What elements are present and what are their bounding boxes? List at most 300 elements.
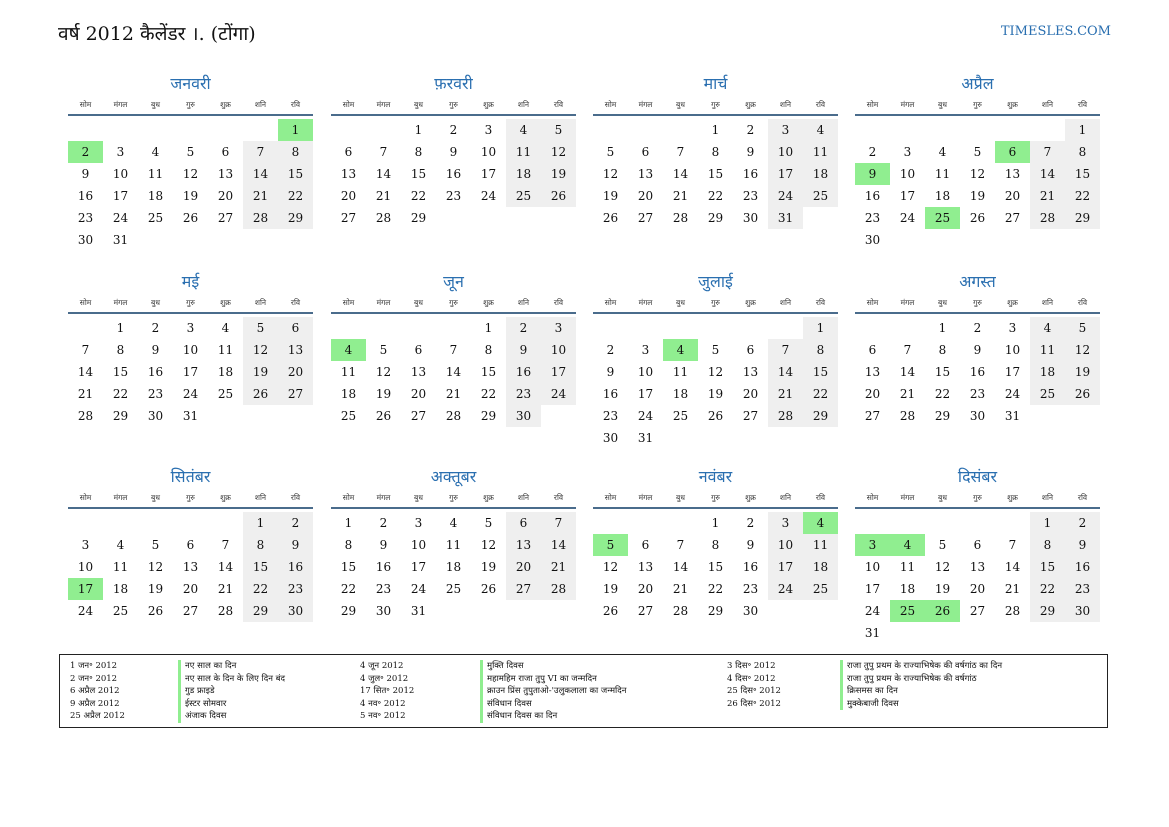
empty-cell [68,119,103,141]
day-cell: 14 [1030,163,1065,185]
day-cell: 7 [379,145,388,159]
day-cell: 22 [1030,578,1065,600]
day-cell: 11 [217,343,234,357]
empty-cell [768,317,803,339]
day-grid [593,512,838,622]
day-cell: 26 [707,409,724,423]
day-cell: 12 [480,538,497,552]
day-cell: 28 [1004,604,1021,618]
day-grid [593,317,838,449]
day-cell: 5 [711,343,720,357]
holiday-name: संविधान दिवस [480,698,626,711]
month-name: जनवरी [170,74,211,93]
weekday-label: शुक्र [745,100,756,109]
day-cell: 22 [1065,185,1100,207]
holiday-date: 25 दिस॰ 2012 [727,686,781,697]
day-cell: 22 [278,185,313,207]
day-cell: 19 [969,189,986,203]
holiday-name: नए साल का दिन [178,660,285,673]
weekday-label: सोम [604,493,617,502]
holiday-date: 3 दिस॰ 2012 [727,661,776,671]
month-block [593,467,838,622]
weekday-label: शनि [1041,298,1054,307]
month-name: फ़रवरी [434,74,473,93]
holiday-date: 17 सित॰ 2012 [360,686,415,697]
day-cell: 3 [903,145,912,159]
month-name: नवंबर [698,467,733,486]
day-cell: 6 [973,538,982,552]
weekday-label: बुध [938,100,947,109]
day-cell: 21 [899,387,916,401]
weekday-label: गुरु [711,100,720,109]
weekday-label: बुध [151,298,160,307]
day-cell: 6 [221,145,230,159]
day-grid [593,119,838,229]
weekday-label: शनि [517,493,530,502]
day-cell: 28 [217,604,234,618]
day-cell: 5 [243,317,278,339]
day-cell: 22 [243,578,278,600]
day-cell: 9 [746,145,755,159]
holiday-day-cell: 4 [890,534,925,556]
holiday-day-cell: 17 [68,578,103,600]
empty-cell [68,512,103,534]
day-cell: 3 [768,512,803,534]
day-cell: 19 [541,163,576,185]
month-name: अप्रैल [961,74,994,93]
weekday-header [331,98,576,116]
empty-cell [628,512,663,534]
holiday-day-cell: 5 [593,534,628,556]
day-grid [331,317,576,427]
day-cell: 2 [868,145,877,159]
day-cell: 31 [864,626,881,640]
empty-cell [173,119,208,141]
day-cell: 13 [340,167,357,181]
weekday-label: शनि [779,298,792,307]
weekday-label: शनि [1041,493,1054,502]
day-cell: 7 [768,339,803,361]
day-cell: 12 [969,167,986,181]
empty-cell [890,317,925,339]
weekday-label: शनि [254,100,267,109]
day-cell: 11 [672,365,689,379]
day-cell: 18 [445,560,462,574]
day-cell: 15 [1065,163,1100,185]
holiday-name-column [480,660,626,723]
day-cell: 18 [1030,361,1065,383]
holiday-day-cell: 6 [995,141,1030,163]
empty-cell [243,119,278,141]
day-cell: 9 [278,534,313,556]
day-cell: 16 [77,189,94,203]
day-cell: 11 [803,141,838,163]
day-cell: 19 [182,189,199,203]
day-cell: 4 [803,119,838,141]
day-cell: 19 [1065,361,1100,383]
weekday-label: रवि [553,298,564,307]
day-cell: 21 [217,582,234,596]
day-cell: 15 [934,365,951,379]
day-cell: 10 [768,141,803,163]
day-cell: 13 [637,560,654,574]
day-cell: 23 [445,189,462,203]
day-cell: 24 [541,383,576,405]
weekday-label: रवि [815,298,826,307]
day-cell: 13 [864,365,881,379]
empty-cell [698,317,733,339]
day-cell: 1 [1065,119,1100,141]
weekday-label: सोम [79,493,92,502]
day-cell: 26 [243,383,278,405]
weekday-label: रवि [815,100,826,109]
holiday-date: 4 जुल॰ 2012 [360,673,409,684]
day-cell: 20 [410,387,427,401]
weekday-label: शनि [779,493,792,502]
day-cell: 15 [480,365,497,379]
day-cell: 4 [938,145,947,159]
day-cell: 29 [707,604,724,618]
day-cell: 1 [803,317,838,339]
empty-cell [663,512,698,534]
day-cell: 18 [899,582,916,596]
day-cell: 27 [410,409,427,423]
day-cell: 5 [379,343,388,357]
day-cell: 17 [1004,365,1021,379]
day-cell: 16 [864,189,881,203]
day-cell: 30 [375,604,392,618]
day-cell: 8 [1030,534,1065,556]
holiday-name-column [178,660,285,723]
day-cell: 6 [506,512,541,534]
day-cell: 22 [340,582,357,596]
day-cell: 19 [243,361,278,383]
empty-cell [855,317,890,339]
day-cell: 28 [77,409,94,423]
day-cell: 13 [278,339,313,361]
month-block [68,74,313,251]
day-cell: 4 [449,516,458,530]
day-cell: 16 [445,167,462,181]
day-cell: 1 [344,516,353,530]
empty-cell [68,317,103,339]
weekday-label: बुध [414,493,423,502]
day-cell: 20 [864,387,881,401]
day-cell: 17 [410,560,427,574]
day-cell: 1 [414,123,423,137]
month-name: अक्तूबर [430,467,477,486]
day-cell: 25 [803,578,838,600]
weekday-label: शनि [517,298,530,307]
empty-cell [1030,119,1065,141]
day-grid [331,512,576,622]
day-cell: 20 [217,189,234,203]
weekday-label: बुध [414,298,423,307]
day-cell: 7 [541,512,576,534]
day-cell: 27 [1004,211,1021,225]
day-cell: 27 [217,211,234,225]
day-grid [68,317,313,427]
day-cell: 14 [217,560,234,574]
day-cell: 27 [506,578,541,600]
day-cell: 29 [803,405,838,427]
day-cell: 29 [934,409,951,423]
weekday-label: मंगल [900,493,915,502]
month-name: मई [181,272,200,291]
holiday-name: मुक्ति दिवस [480,660,626,673]
day-cell: 30 [742,211,759,225]
day-cell: 7 [449,343,458,357]
day-cell: 29 [707,211,724,225]
day-cell: 24 [112,211,129,225]
month-name: अगस्त [959,272,996,291]
day-cell: 13 [410,365,427,379]
weekday-header [855,98,1100,116]
day-cell: 30 [1065,600,1100,622]
day-cell: 20 [278,361,313,383]
empty-cell [995,512,1030,534]
month-block [331,272,576,427]
day-cell: 18 [934,189,951,203]
day-cell: 6 [868,343,877,357]
weekday-label: रवि [553,100,564,109]
weekday-label: शुक्र [1007,100,1018,109]
day-cell: 23 [147,387,164,401]
holiday-date-column [70,660,125,723]
day-cell: 18 [112,582,129,596]
weekday-label: शुक्र [220,298,231,307]
day-cell: 27 [637,604,654,618]
day-cell: 21 [672,189,689,203]
day-cell: 24 [637,409,654,423]
day-cell: 3 [1008,321,1017,335]
day-cell: 28 [672,604,689,618]
day-cell: 31 [1004,409,1021,423]
holiday-date: 26 दिस॰ 2012 [727,698,781,709]
day-cell: 15 [1030,556,1065,578]
day-cell: 25 [217,387,234,401]
weekday-label: बुध [938,493,947,502]
day-cell: 6 [186,538,195,552]
day-cell: 26 [602,604,619,618]
day-cell: 1 [484,321,493,335]
day-cell: 16 [969,365,986,379]
month-name: जुलाई [698,272,733,291]
empty-cell [208,119,243,141]
day-grid [331,119,576,229]
day-cell: 17 [480,167,497,181]
holiday-name: राजा तुपु प्रथम के राज्याभिषेक की वर्षगांठ का दिन [840,660,1002,673]
day-cell: 11 [803,534,838,556]
day-cell: 9 [506,339,541,361]
day-cell: 8 [116,343,125,357]
weekday-label: शुक्र [1007,493,1018,502]
weekday-label: बुध [151,493,160,502]
weekday-label: मंगल [376,100,391,109]
day-cell: 3 [768,119,803,141]
day-cell: 19 [707,387,724,401]
day-cell: 9 [973,343,982,357]
weekday-label: शुक्र [483,493,494,502]
weekday-label: गुरु [449,493,458,502]
weekday-label: शुक्र [483,298,494,307]
month-block [331,467,576,622]
weekday-label: बुध [676,493,685,502]
holiday-date: 1 जन॰ 2012 [70,661,118,671]
empty-cell [138,512,173,534]
day-cell: 14 [243,163,278,185]
holiday-name: ईस्टर सोमवार [178,698,285,711]
day-cell: 25 [147,211,164,225]
empty-cell [960,512,995,534]
day-cell: 15 [340,560,357,574]
day-cell: 14 [899,365,916,379]
day-cell: 20 [1004,189,1021,203]
day-cell: 25 [1030,383,1065,405]
weekday-header [593,296,838,314]
month-block [855,74,1100,251]
weekday-label: मंगल [376,298,391,307]
day-cell: 30 [278,600,313,622]
day-cell: 8 [243,534,278,556]
holiday-day-cell: 25 [925,207,960,229]
day-cell: 6 [746,343,755,357]
holiday-date: 2 जन॰ 2012 [70,673,118,684]
day-cell: 16 [506,361,541,383]
day-cell: 12 [243,339,278,361]
day-cell: 20 [182,582,199,596]
weekday-label: शुक्र [745,493,756,502]
day-cell: 17 [637,387,654,401]
weekday-label: मंगल [638,493,653,502]
day-cell: 24 [77,604,94,618]
day-cell: 19 [375,387,392,401]
day-cell: 14 [672,167,689,181]
day-cell: 30 [969,409,986,423]
weekday-label: शुक्र [220,493,231,502]
empty-cell [366,317,401,339]
weekday-label: शनि [1041,100,1054,109]
day-cell: 28 [1030,207,1065,229]
day-cell: 1 [116,321,125,335]
day-cell: 6 [278,317,313,339]
day-cell: 14 [672,560,689,574]
day-cell: 23 [77,211,94,225]
day-cell: 7 [1030,141,1065,163]
day-cell: 8 [414,145,423,159]
day-cell: 18 [803,163,838,185]
day-cell: 21 [768,383,803,405]
day-cell: 27 [182,604,199,618]
weekday-label: शनि [254,493,267,502]
day-cell: 31 [768,207,803,229]
day-cell: 29 [1030,600,1065,622]
day-cell: 21 [77,387,94,401]
day-cell: 31 [410,604,427,618]
day-cell: 26 [182,211,199,225]
weekday-label: रवि [1077,298,1088,307]
day-grid [855,512,1100,644]
holiday-day-cell: 9 [855,163,890,185]
day-cell: 6 [344,145,353,159]
day-cell: 12 [375,365,392,379]
weekday-header [331,491,576,509]
day-cell: 11 [506,141,541,163]
day-cell: 26 [541,185,576,207]
holiday-date: 4 जून 2012 [360,661,404,671]
day-cell: 12 [1065,339,1100,361]
day-cell: 9 [746,538,755,552]
holiday-day-cell: 1 [278,119,313,141]
empty-cell [925,119,960,141]
day-cell: 1 [1030,512,1065,534]
weekday-label: सोम [604,100,617,109]
day-cell: 9 [151,343,160,357]
day-cell: 27 [637,211,654,225]
day-cell: 29 [480,409,497,423]
empty-cell [663,317,698,339]
day-cell: 2 [973,321,982,335]
day-cell: 7 [676,145,685,159]
day-cell: 12 [707,365,724,379]
day-cell: 21 [1030,185,1065,207]
holiday-day-cell: 4 [663,339,698,361]
day-cell: 13 [969,560,986,574]
day-cell: 30 [602,431,619,445]
day-cell: 23 [278,578,313,600]
day-cell: 2 [151,321,160,335]
empty-cell [401,317,436,339]
day-cell: 27 [864,409,881,423]
day-cell: 18 [340,387,357,401]
weekday-header [331,296,576,314]
day-cell: 13 [217,167,234,181]
day-cell: 7 [81,343,90,357]
day-cell: 9 [379,538,388,552]
empty-cell [663,119,698,141]
day-cell: 2 [746,123,755,137]
empty-cell [855,512,890,534]
weekday-label: मंगल [113,298,128,307]
day-cell: 1 [711,123,720,137]
holiday-name: महामहिम राजा तुपु VI का जन्मदिन [480,673,626,686]
day-cell: 22 [707,582,724,596]
holiday-date-column [727,660,781,710]
day-cell: 12 [602,167,619,181]
day-cell: 23 [375,582,392,596]
day-cell: 23 [602,409,619,423]
day-cell: 22 [707,189,724,203]
weekday-label: रवि [290,298,301,307]
day-cell: 9 [606,365,615,379]
day-cell: 14 [375,167,392,181]
weekday-label: रवि [290,493,301,502]
day-cell: 6 [414,343,423,357]
weekday-label: शनि [254,298,267,307]
day-cell: 13 [506,534,541,556]
holiday-date: 4 नव॰ 2012 [360,698,406,709]
day-cell: 14 [77,365,94,379]
site-link[interactable]: TIMESLES.COM [1000,24,1111,39]
day-cell: 21 [541,556,576,578]
empty-cell [593,317,628,339]
day-cell: 8 [278,141,313,163]
day-cell: 19 [480,560,497,574]
holiday-name: नए साल के दिन के लिए दिन बंद [178,673,285,686]
weekday-header [593,98,838,116]
holiday-name: संविधान दिवस का दिन [480,710,626,723]
day-cell: 30 [864,233,881,247]
